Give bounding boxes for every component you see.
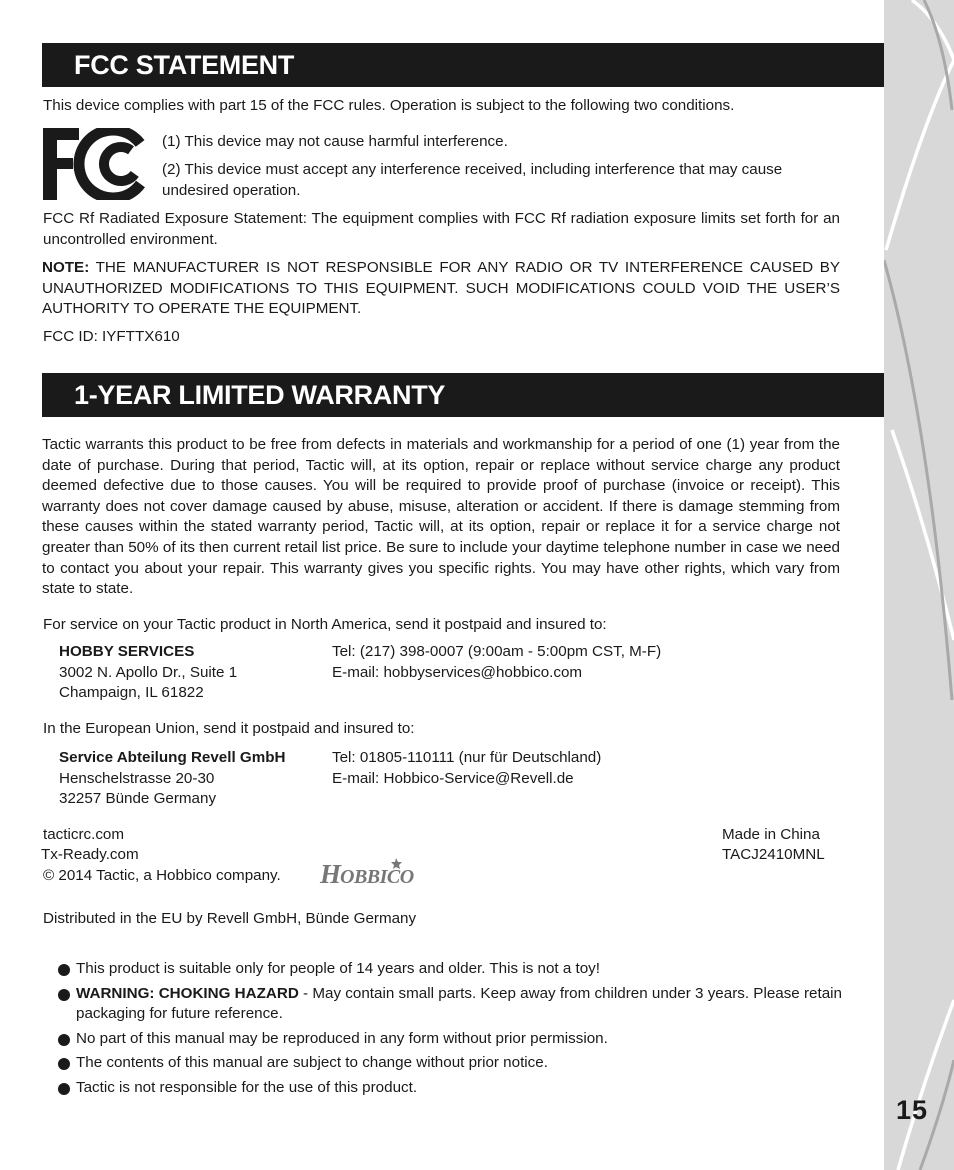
fcc-rf-statement: FCC Rf Radiated Exposure Statement: The equipment complies with FCC Rf radiation exposure limits set forth for an uncontrolled environment. xyxy=(43,210,840,248)
na-service-contact xyxy=(332,642,832,683)
fcc-note xyxy=(42,258,840,320)
bullet-icon xyxy=(58,964,70,976)
bullet-icon xyxy=(58,1058,70,1070)
safety-notice-list xyxy=(58,959,842,1103)
bullet-icon xyxy=(58,1083,70,1095)
warranty-body: Tactic warrants this product to be free from defects in materials and workmanship for a period of one (1) year from the date of purchase. During that period, Tactic will, at its option, repair or replace without service charge any product deemed defective due to those causes. You will be required to provide proof of purchase (invoice or receipt). This warranty does not cover damage caused by abuse, misuse, alteration or accident. If there is damage stemming from these causes within the stated warranty period, Tactic will, at its option, repair or replace it for a service charge not greater than 50% of its then current retail list price. Be sure to include your daytime telephone number in case we need to contact you about your repair. This warranty gives you specific rights. You may have other rights, which vary from state to state. xyxy=(42,436,840,598)
bullet-icon xyxy=(58,1034,70,1046)
na-service-name: HOBBY SERVICES xyxy=(59,643,195,660)
na-service-address xyxy=(59,642,329,704)
warranty-na-intro: For service on your Tactic product in North America, send it postpaid and insured to: xyxy=(43,616,607,633)
fcc-note-text: THE MANUFACTURER IS NOT RESPONSIBLE FOR ANY RADIO OR TV INTERFERENCE CAUSED BY UNAUTHORIZED MODIFICATIONS TO THIS EQUIPMENT. SUCH MODIFICATIONS COULD VOID THE USER’S AUTHORITY TO OPERATE THE EQUIPMENT. xyxy=(42,259,840,318)
svg-text:H: H xyxy=(320,859,341,886)
svg-text:OBBICO: OBBICO xyxy=(340,866,414,886)
eu-service-tel: Tel: 01805-110111 (nur für Deutschland) xyxy=(332,749,602,766)
eu-service-street: Henschelstrasse 20-30 xyxy=(59,769,215,787)
na-service-email: E-mail: hobbyservices@hobbico.com xyxy=(332,663,583,681)
fcc-logo xyxy=(43,128,151,200)
fcc-condition-2: (2) This device must accept any interference received, including interference that may cause undesired operation. xyxy=(162,161,783,199)
fcc-section-title: FCC STATEMENT xyxy=(74,50,295,80)
bullet-icon xyxy=(58,989,70,1001)
footer-distributed: Distributed in the EU by Revell GmbH, Bünde Germany xyxy=(43,910,417,927)
eu-service-email: E-mail: Hobbico-Service@Revell.de xyxy=(332,769,574,787)
list-item: No part of this manual may be reproduced in any form without prior permission. xyxy=(58,1029,842,1050)
na-service-street: 3002 N. Apollo Dr., Suite 1 xyxy=(59,663,238,681)
list-item: Tactic is not responsible for the use of this product. xyxy=(58,1078,842,1099)
eu-service-contact xyxy=(332,748,832,789)
warranty-eu-intro: In the European Union, send it postpaid and insured to: xyxy=(43,720,415,737)
footer-site-1: tacticrc.com xyxy=(43,826,125,843)
decorative-arcs xyxy=(884,0,954,1170)
warning-label: WARNING: CHOKING HAZARD xyxy=(76,984,299,1002)
na-service-city: Champaign, IL 61822 xyxy=(59,684,204,702)
fcc-section-header xyxy=(42,43,884,87)
eu-service-city: 32257 Bünde Germany xyxy=(59,790,217,808)
page-number: 15 xyxy=(896,1095,929,1125)
footer-product-code: TACJ2410MNL xyxy=(722,846,825,863)
warranty-section-header xyxy=(42,373,884,417)
fcc-id: FCC ID: IYFTTX610 xyxy=(43,328,180,345)
list-item: This product is suitable only for people of 14 years and older. This is not a toy! xyxy=(58,959,842,980)
page-edge-decoration xyxy=(884,0,954,1170)
list-item: WARNING: CHOKING HAZARD - May contain small parts. Keep away from children under 3 years. Please retain packaging for future reference. xyxy=(58,984,842,1025)
fcc-intro: This device complies with part 15 of the FCC rules. Operation is subject to the following two conditions. xyxy=(43,97,735,114)
eu-service-name: Service Abteilung Revell GmbH xyxy=(59,749,286,766)
hobbico-logo xyxy=(318,856,426,886)
footer-copyright: © 2014 Tactic, a Hobbico company. xyxy=(43,867,281,884)
list-item: The contents of this manual are subject to change without prior notice. xyxy=(58,1053,842,1074)
warranty-section-title: 1-YEAR LIMITED WARRANTY xyxy=(74,380,446,410)
footer-made-in: Made in China xyxy=(722,826,820,843)
eu-service-address xyxy=(59,748,329,810)
na-service-tel: Tel: (217) 398-0007 (9:00am - 5:00pm CST, M-F) xyxy=(332,643,662,660)
footer-site-2: Tx-Ready.com xyxy=(41,846,139,863)
fcc-note-label: NOTE: xyxy=(42,259,90,276)
fcc-condition-1: (1) This device may not cause harmful interference. xyxy=(162,133,508,150)
